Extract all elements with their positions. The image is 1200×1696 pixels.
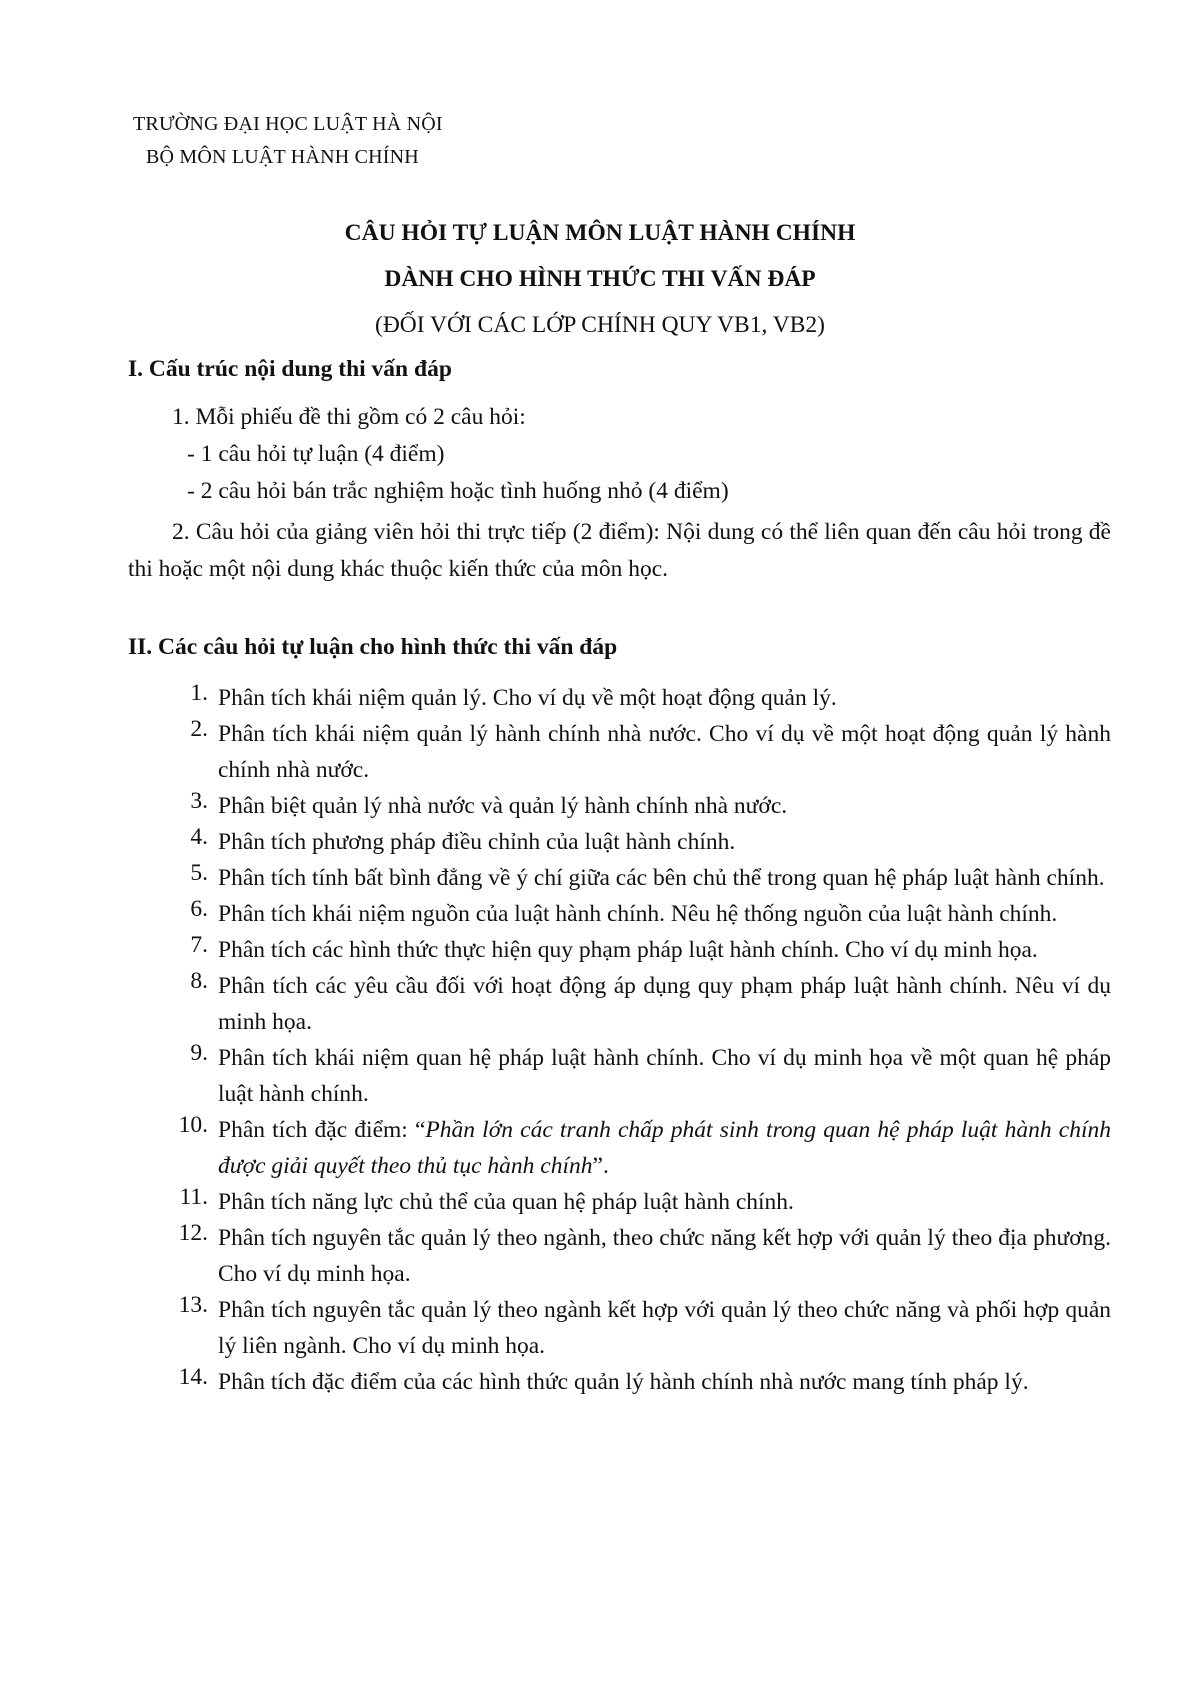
structure-item-1b: - 2 câu hỏi bán trắc nghiệm hoặc tình huống nhỏ (4 điểm) [187, 478, 729, 504]
question-number: 3. [190, 788, 208, 814]
question-text: Phân tích khái niệm quan hệ pháp luật hành chính. Cho ví dụ minh họa về một quan hệ pháp luật hành chính. [218, 1045, 1111, 1107]
question-item [128, 824, 1111, 860]
question-number: 4. [190, 824, 208, 850]
question-item [128, 968, 1111, 1040]
structure-item-1: 1. Mỗi phiếu đề thi gồm có 2 câu hỏi: [172, 404, 526, 430]
question-number: 7. [190, 932, 208, 958]
question-number: 13. [178, 1292, 208, 1318]
question-number: 2. [190, 716, 208, 742]
question-item [128, 788, 1111, 824]
question-text: Phân tích nguyên tắc quản lý theo ngành kết hợp với quản lý theo chức năng và phối hợp quản lý liên ngành. Cho ví dụ minh họa. [218, 1297, 1111, 1359]
question-text-prefix: Phân tích đặc điểm: “ [218, 1117, 426, 1143]
question-text: Phân tích đặc điểm của các hình thức quản lý hành chính nhà nước mang tính pháp lý. [218, 1369, 1029, 1395]
document-title-line-2: DÀNH CHO HÌNH THỨC THI VẤN ĐÁP [384, 266, 816, 292]
question-number: 6. [190, 896, 208, 922]
structure-item-2: 2. Câu hỏi của giảng viên hỏi thi trực tiếp (2 điểm): Nội dung có thể liên quan đến câu hỏi trong đề thi hoặc một nội dung khác thuộc kiến thức của môn học. [128, 519, 1111, 582]
question-number: 12. [178, 1220, 208, 1246]
question-number: 9. [190, 1040, 208, 1066]
question-text: Phân tích khái niệm quản lý. Cho ví dụ về một hoạt động quản lý. [218, 685, 837, 711]
question-text [218, 1112, 1111, 1184]
question-text: Phân tích tính bất bình đẳng về ý chí giữa các bên chủ thể trong quan hệ pháp luật hành chính. [218, 865, 1105, 891]
question-text: Phân tích khái niệm quản lý hành chính nhà nước. Cho ví dụ về một hoạt động quản lý hành chính nhà nước. [218, 721, 1111, 783]
school-name: TRƯỜNG ĐẠI HỌC LUẬT HÀ NỘI [133, 113, 443, 135]
question-text-suffix: ”. [592, 1153, 609, 1179]
question-text-quote: Phần lớn các tranh chấp phát sinh trong quan hệ pháp luật hành chính được giải quyết theo thủ tục hành chính [218, 1117, 1111, 1179]
question-item [128, 1112, 1111, 1184]
question-text: Phân tích các hình thức thực hiện quy phạm pháp luật hành chính. Cho ví dụ minh họa. [218, 937, 1038, 963]
question-item [128, 860, 1111, 896]
question-number: 10. [178, 1112, 208, 1138]
section-2-heading: II. Các câu hỏi tự luận cho hình thức thi vấn đáp [128, 634, 618, 660]
department-name: BỘ MÔN LUẬT HÀNH CHÍNH [146, 146, 419, 168]
question-number: 8. [190, 968, 208, 994]
structure-item-1a: - 1 câu hỏi tự luận (4 điểm) [187, 441, 445, 467]
question-number: 14. [178, 1364, 208, 1390]
question-number: 5. [190, 860, 208, 886]
question-text: Phân tích khái niệm nguồn của luật hành chính. Nêu hệ thống nguồn của luật hành chính. [218, 901, 1058, 927]
question-text: Phân tích phương pháp điều chỉnh của luật hành chính. [218, 829, 736, 855]
question-number: 1. [190, 680, 208, 706]
question-item [128, 1220, 1111, 1292]
question-item [128, 896, 1111, 932]
question-item [128, 1040, 1111, 1112]
document-title-line-1: CÂU HỎI TỰ LUẬN MÔN LUẬT HÀNH CHÍNH [344, 220, 856, 246]
question-item [128, 716, 1111, 788]
question-item [128, 1364, 1111, 1400]
section-1-heading: I. Cấu trúc nội dung thi vấn đáp [128, 356, 452, 382]
question-text: Phân tích năng lực chủ thể của quan hệ pháp luật hành chính. [218, 1189, 794, 1215]
question-text: Phân biệt quản lý nhà nước và quản lý hành chính nhà nước. [218, 793, 788, 819]
question-item [128, 1184, 1111, 1220]
question-item [128, 680, 1111, 716]
question-text: Phân tích nguyên tắc quản lý theo ngành, theo chức năng kết hợp với quản lý theo địa phương. Cho ví dụ minh họa. [218, 1225, 1111, 1287]
question-list [128, 680, 1111, 1400]
question-number: 11. [179, 1184, 208, 1210]
question-text: Phân tích các yêu cầu đối với hoạt động áp dụng quy phạm pháp luật hành chính. Nêu ví dụ minh họa. [218, 973, 1111, 1035]
question-item [128, 1292, 1111, 1364]
document-title-line-3: (ĐỐI VỚI CÁC LỚP CHÍNH QUY VB1, VB2) [375, 312, 825, 338]
question-item [128, 932, 1111, 968]
